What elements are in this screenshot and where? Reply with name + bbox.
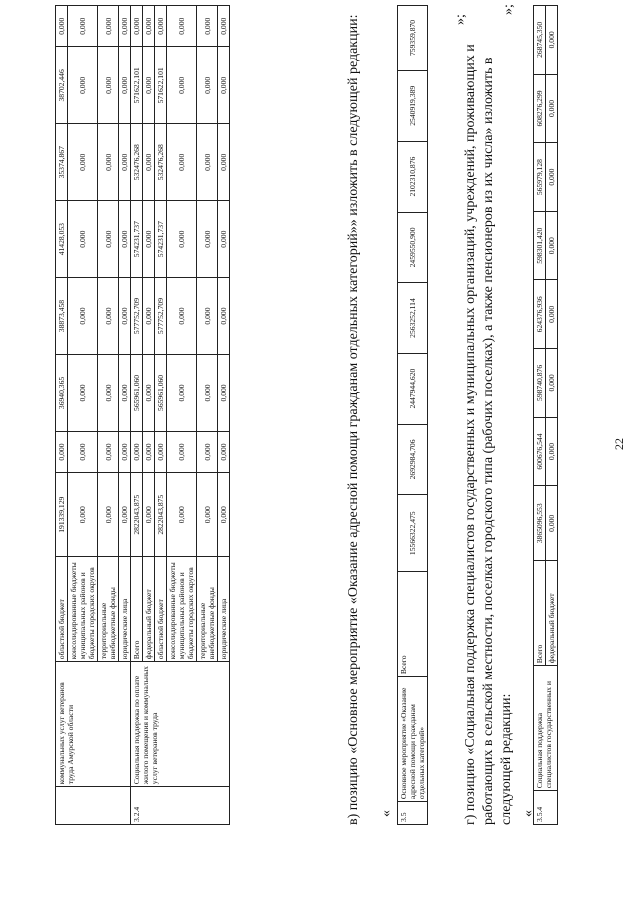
amount-cell: 0,000 [98, 278, 119, 355]
amount-cell: 0,000 [143, 47, 155, 124]
amount-cell: 0,000 [197, 201, 218, 278]
paragraph-g: г) позицию «Социальная поддержка специалистов государственных и муниципальных организаций, учреждений, проживающих и работающих в сельской местности, поселках городского типа (рабочих поселках), а также пенсионеров из их числа» изложить в следующей редакции: [463, 44, 514, 825]
amount-cell: 0,000 [68, 6, 98, 47]
amount-cell: 0,000 [56, 6, 68, 47]
row-code: 3.5 [398, 802, 428, 825]
amount-cell: 608276,299 [534, 74, 546, 143]
amount-cell: 0,000 [68, 354, 98, 431]
funding-source-label: федеральный бюджет [143, 557, 155, 662]
table-row [534, 6, 546, 825]
amount-cell: 0,000 [98, 47, 119, 124]
amount-cell: 2102310,876 [398, 141, 428, 212]
paragraph-v: в) позицию «Основное мероприятие «Оказание адресной помощи гражданам отдельных категорий»» изложить в следующей редакции: [346, 14, 361, 825]
amount-cell: 0,000 [197, 431, 218, 472]
amount-cell: 571622,101 [155, 47, 167, 124]
funding-source-label: юридические лица [119, 557, 131, 662]
page-number: 22 [612, 438, 626, 450]
amount-cell: 0,000 [546, 280, 558, 349]
amount-cell: 0,000 [167, 201, 197, 278]
amount-cell: 600676,544 [534, 417, 546, 486]
amount-cell: 2822043,875 [131, 473, 143, 557]
amount-cell: 0,000 [167, 354, 197, 431]
amount-cell: 0,000 [68, 431, 98, 472]
amount-cell: 15566322,475 [398, 495, 428, 572]
amount-cell: 0,000 [167, 6, 197, 47]
amount-cell: 38873,458 [56, 278, 68, 355]
amount-cell: 0,000 [119, 124, 131, 201]
amount-cell: 0,000 [218, 354, 230, 431]
amount-cell: 0,000 [167, 124, 197, 201]
amount-cell: 759359,870 [398, 6, 428, 71]
amount-cell: 0,000 [119, 473, 131, 557]
amount-cell: 598301,420 [534, 211, 546, 280]
amount-cell: 0,000 [167, 473, 197, 557]
amount-cell: 3865096,553 [534, 486, 546, 561]
funding-source-label: консолидированные бюджеты муниципальных районов и бюджеты городских округов [68, 557, 98, 662]
amount-cell: 0,000 [197, 47, 218, 124]
amount-cell: 0,000 [98, 6, 119, 47]
amount-cell: 0,000 [119, 47, 131, 124]
amount-cell: 0,000 [218, 278, 230, 355]
amount-cell: 574231,737 [155, 201, 167, 278]
amount-cell: 0,000 [143, 278, 155, 355]
table-row [131, 6, 143, 825]
amount-cell: 0,000 [68, 473, 98, 557]
amount-cell: 532476,268 [131, 124, 143, 201]
amount-cell: 0,000 [143, 431, 155, 472]
amount-cell: 35374,867 [56, 124, 68, 201]
amount-cell: 0,000 [119, 278, 131, 355]
amount-cell: 38702,446 [56, 47, 68, 124]
amount-cell: 0,000 [197, 124, 218, 201]
funding-source-label: Всего [534, 561, 546, 666]
amount-cell: 41428,053 [56, 201, 68, 278]
funding-source-label: федеральный бюджет [546, 561, 558, 666]
amount-cell: 0,000 [155, 6, 167, 47]
amount-cell: 0,000 [98, 431, 119, 472]
amount-cell: 0,000 [546, 6, 558, 75]
amount-cell: 0,000 [143, 201, 155, 278]
amount-cell: 0,000 [197, 278, 218, 355]
amount-cell: 0,000 [68, 124, 98, 201]
amount-cell: 0,000 [546, 417, 558, 486]
amount-cell: 565961,060 [131, 354, 143, 431]
row-name: Социальная поддержка специалистов государственных и [534, 666, 558, 791]
amount-cell: 0,000 [167, 431, 197, 472]
amount-cell: 0,000 [119, 201, 131, 278]
amount-cell: 0,000 [197, 6, 218, 47]
amount-cell: 0,000 [218, 201, 230, 278]
amount-cell: 0,000 [98, 124, 119, 201]
amount-cell: 0,000 [68, 278, 98, 355]
quote-close-g: »; [501, 4, 516, 15]
amount-cell: 565979,128 [534, 143, 546, 212]
amount-cell: 0,000 [155, 431, 167, 472]
quote-close-v: »; [453, 14, 468, 25]
amount-cell: 0,000 [119, 354, 131, 431]
amount-cell: 0,000 [167, 278, 197, 355]
amount-cell: 0,000 [218, 473, 230, 557]
amount-cell: 0,000 [98, 473, 119, 557]
amount-cell: 0,000 [143, 354, 155, 431]
amount-cell: 0,000 [143, 124, 155, 201]
funding-source-label: территориальные внебюджетные фонды [98, 557, 119, 662]
amount-cell: 0,000 [546, 74, 558, 143]
amount-cell: 598740,876 [534, 349, 546, 418]
amount-cell: 577752,709 [131, 278, 143, 355]
funding-source-label: Всего [131, 557, 143, 662]
budget-table-continued [55, 5, 230, 825]
amount-cell: 0,000 [167, 47, 197, 124]
funding-source-label: юридические лица [218, 557, 230, 662]
funding-source-label: областной бюджет [56, 557, 68, 662]
funding-source-label: Всего [398, 572, 428, 677]
amount-cell: 2692984,706 [398, 424, 428, 495]
row-name: коммунальных услуг ветеранов труда Амурской области [56, 662, 131, 787]
amount-cell: 2822043,875 [155, 473, 167, 557]
quote-open-v: « [379, 810, 394, 817]
amount-cell: 0,000 [218, 6, 230, 47]
funding-source-label: консолидированные бюджеты муниципальных районов и бюджеты городских округов [167, 557, 197, 662]
amount-cell: 2540919,389 [398, 70, 428, 141]
amount-cell: 191339,129 [56, 473, 68, 557]
row-name: Социальная поддержка по оплате жилого помещения и коммунальных услуг ветеранов труда [131, 662, 230, 787]
amount-cell: 577752,709 [155, 278, 167, 355]
amount-cell: 0,000 [119, 6, 131, 47]
amount-cell: 0,000 [131, 431, 143, 472]
funding-source-label: территориальные внебюджетные фонды [197, 557, 218, 662]
amount-cell: 0,000 [98, 201, 119, 278]
amount-cell: 574231,737 [131, 201, 143, 278]
amount-cell: 0,000 [119, 431, 131, 472]
table-row [398, 6, 428, 825]
amount-cell: 36940,365 [56, 354, 68, 431]
amount-cell: 532476,268 [155, 124, 167, 201]
amount-cell: 565961,060 [155, 354, 167, 431]
amount-cell: 571622,101 [131, 47, 143, 124]
amount-cell: 0,000 [546, 143, 558, 212]
amount-cell: 0,000 [197, 354, 218, 431]
amount-cell: 0,000 [546, 349, 558, 418]
amount-cell: 624376,936 [534, 280, 546, 349]
amount-cell: 2563252,114 [398, 283, 428, 353]
row-code: 3.5.4 [534, 791, 558, 825]
amount-cell: 0,000 [56, 431, 68, 472]
amount-cell: 0,000 [218, 47, 230, 124]
amount-cell: 2459550,900 [398, 212, 428, 283]
amount-cell: 0,000 [546, 486, 558, 561]
table-row [56, 6, 68, 825]
amount-cell: 0,000 [218, 431, 230, 472]
amount-cell: 0,000 [68, 47, 98, 124]
quote-open-g: « [521, 810, 536, 817]
row-name: Основное мероприятие «Оказание адресной помощи гражданам отдельных категорий» [398, 677, 428, 802]
row-code: 3.2.4 [131, 787, 230, 825]
amount-cell: 0,000 [143, 6, 155, 47]
amount-cell: 0,000 [131, 6, 143, 47]
row-code [56, 787, 131, 825]
amount-cell: 0,000 [98, 354, 119, 431]
amount-cell: 2447944,620 [398, 353, 428, 424]
amount-cell: 268745,350 [534, 6, 546, 75]
budget-table-item-3-5-4 [533, 5, 558, 825]
funding-source-label: областной бюджет [155, 557, 167, 662]
amount-cell: 0,000 [68, 201, 98, 278]
amount-cell: 0,000 [546, 211, 558, 280]
budget-table-item-3-5 [397, 5, 428, 825]
amount-cell: 0,000 [197, 473, 218, 557]
amount-cell: 0,000 [218, 124, 230, 201]
amount-cell: 0,000 [143, 473, 155, 557]
